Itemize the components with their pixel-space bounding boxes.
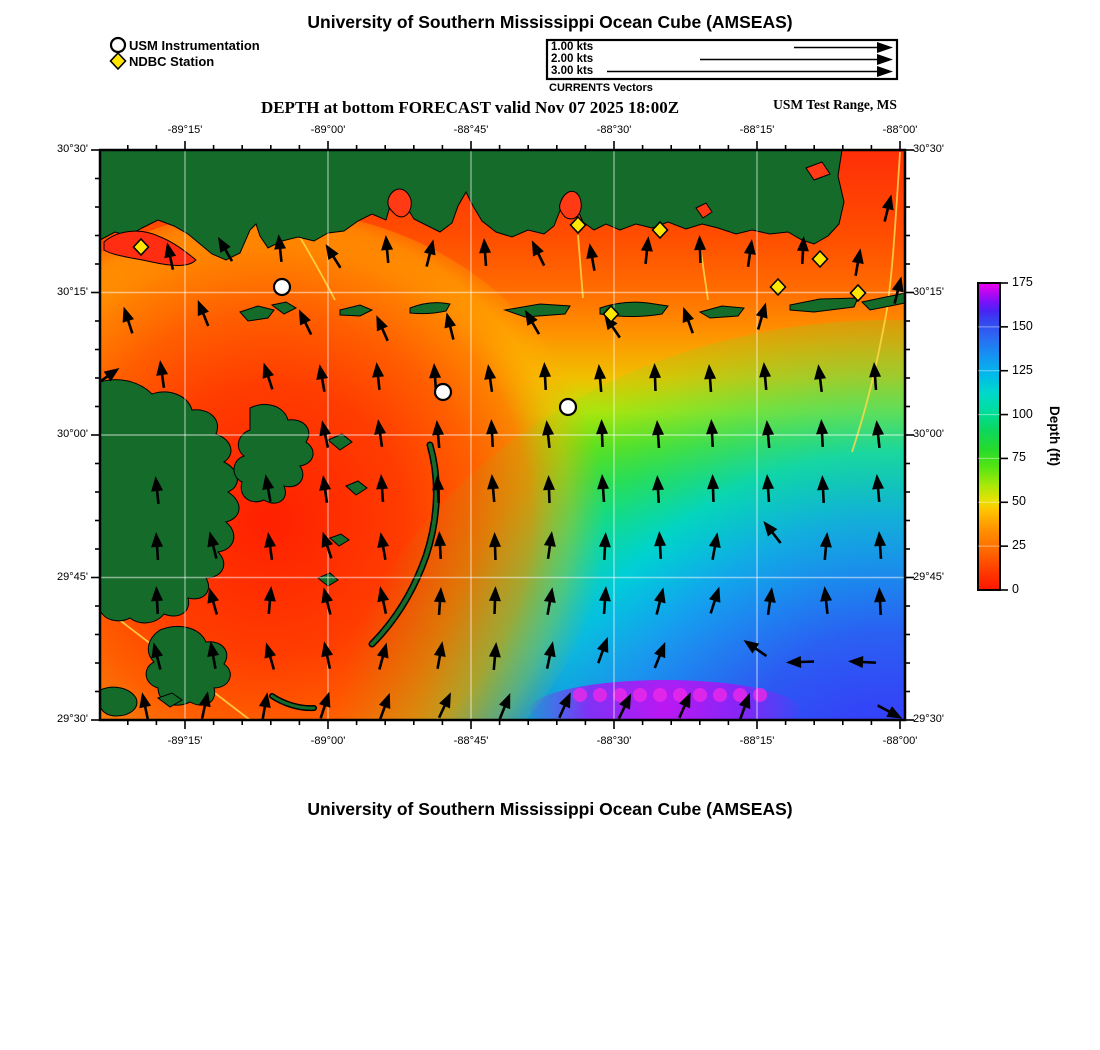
colorbar-tick-label: 125 [1012,362,1033,377]
y-tick-label-left: 30°00' [57,428,88,440]
ndbc-station-icon [111,53,126,69]
currents-vectors-caption: CURRENTS Vectors [549,82,653,94]
colorbar-tick-label: 50 [1012,494,1026,509]
usm-instrumentation-marker [274,279,290,295]
colorbar-tick-label: 75 [1012,450,1026,465]
y-tick-label-left: 30°30' [57,143,88,155]
x-tick-label-top: -88°30' [596,124,632,136]
x-tick-label-top: -88°00' [882,124,918,136]
colorbar-ticks [1000,283,1008,590]
forecast-valid-title: DEPTH at bottom FORECAST valid Nov 07 2025 18:00Z [260,98,680,117]
usm-instrumentation-icon [111,38,125,52]
y-tick-label-left: 29°30' [57,713,88,725]
vector-scale-label: 2.00 kts [551,53,594,65]
x-tick-label-bottom: -88°00' [882,735,918,747]
x-tick-label-bottom: -88°45' [453,735,489,747]
y-tick-label-left: 29°45' [57,570,88,583]
vector-scale-label: 1.00 kts [551,41,594,53]
legend-ndbc-label: NDBC Station [129,54,215,69]
y-tick-label-right: 30°00' [913,428,944,440]
colorbar-ramp [978,283,1000,590]
vector-scale-box [547,40,897,79]
header-legend [111,38,126,69]
x-tick-label-top: -89°15' [167,124,203,136]
y-tick-label-left: 30°15' [57,285,88,298]
x-tick-label-top: -89°00' [310,124,346,136]
page-title: University of Southern Mississippi Ocean Cube (AMSEAS) [307,12,793,32]
colorbar-tick-label: 175 [1012,275,1033,289]
x-tick-label-top: -88°45' [453,124,489,136]
x-tick-label-bottom: -88°15' [739,735,775,747]
y-tick-label-right: 29°30' [913,713,944,725]
colorbar-tick-label: 25 [1012,538,1026,553]
colorbar-title: Depth (ft) [1047,406,1062,466]
vector-scale-label: 3.00 kts [551,65,594,77]
x-tick-label-bottom: -89°00' [310,735,346,747]
colorbar-tick-label: 150 [1012,318,1033,333]
y-tick-label-right: 30°15' [913,285,944,298]
y-tick-label-right: 30°30' [913,143,944,155]
x-tick-label-bottom: -88°30' [596,735,632,747]
usm-instrumentation-marker [560,399,576,415]
footer-title: University of Southern Mississippi Ocean Cube (AMSEAS) [307,799,793,819]
y-tick-label-right: 29°45' [913,570,944,583]
x-tick-label-top: -88°15' [739,124,775,136]
colorbar-tick-label: 0 [1012,582,1019,596]
colorbar-tick-label: 100 [1012,406,1033,421]
x-tick-label-bottom: -89°15' [167,735,203,747]
usm-test-range-label: USM Test Range, MS [773,97,897,112]
legend-usm-label: USM Instrumentation [129,38,260,53]
usm-instrumentation-marker [435,384,451,400]
